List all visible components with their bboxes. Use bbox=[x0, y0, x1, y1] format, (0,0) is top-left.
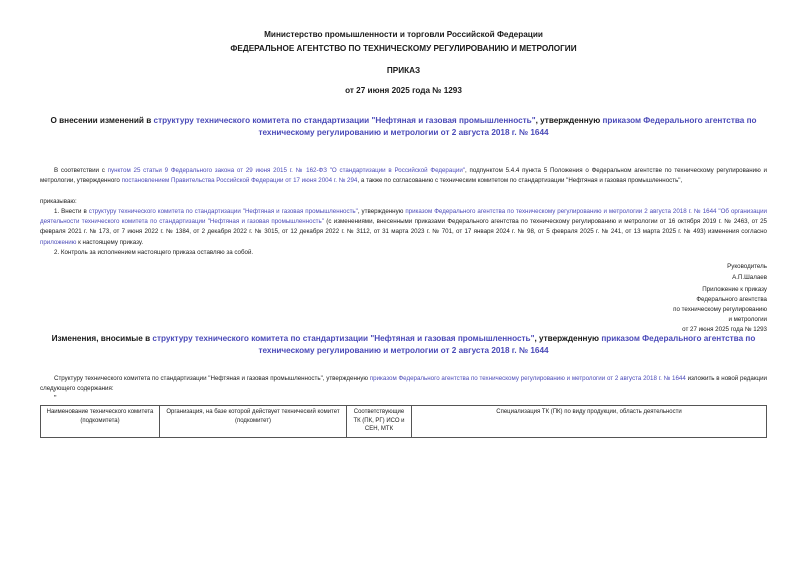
appendix-line: от 27 июня 2025 года № 1293 bbox=[682, 326, 767, 333]
link-federal-law[interactable]: пунктом 25 статьи 9 Федерального закона от 29 июня 2015 г. № 162-ФЗ "О стандартизации в Российской Федерации" bbox=[107, 167, 465, 174]
quote-mark: " bbox=[54, 395, 57, 402]
text: 1. Внести в bbox=[54, 208, 89, 215]
appendix-line: и метрологии bbox=[728, 316, 767, 323]
title2-link-structure[interactable]: структуру технического комитета по стандартизации "Нефтяная и газовая промышленность" bbox=[152, 334, 535, 343]
tk-structure-table bbox=[40, 405, 767, 438]
text: , утвержденную bbox=[357, 208, 406, 215]
text: к настоящему приказу. bbox=[76, 238, 144, 246]
signature-role: Руководитель bbox=[727, 263, 767, 270]
text: В соответствии с bbox=[54, 167, 108, 174]
title-link-order[interactable]: приказом Федерального агентства по техническому регулированию и метрологии от 2 августа 2018 г. № 1644 bbox=[258, 116, 757, 137]
title-text: , утвержденную bbox=[535, 116, 603, 125]
text: , а также по согласованию с техническим комитетом по стандартизации "Нефтяная и газовая промышленность", bbox=[357, 177, 683, 185]
link-order-1644-appendix[interactable]: приказом Федерального агентства по техническому регулированию и метрологии от 2 августа 2018 г. № 1644 bbox=[369, 375, 686, 382]
title-text: Изменения, вносимые в bbox=[51, 334, 153, 343]
item-2-paragraph: 2. Контроль за исполнением настоящего приказа оставляю за собой. bbox=[54, 249, 254, 256]
signature-name: А.П.Шалаев bbox=[732, 274, 767, 281]
link-order-1644[interactable]: приказом Федерального агентства по техническому регулированию и метрологии 2 августа 2018 г. № 1644 "Об организации деятельности технического комитета по стандартизации "Нефтяная и газовая промышленность" bbox=[40, 208, 767, 226]
table-header-row bbox=[41, 406, 767, 438]
table-header-cell: Специализация ТК (ПК) по виду продукции, область деятельности bbox=[412, 406, 767, 438]
order-title bbox=[40, 115, 767, 138]
item-1-paragraph bbox=[40, 207, 767, 248]
doc-type: ПРИКАЗ bbox=[386, 66, 421, 75]
title-link-structure[interactable]: структуру технического комитета по стандартизации "Нефтяная и газовая промышленность" bbox=[153, 116, 536, 125]
link-appendix[interactable]: приложению bbox=[40, 238, 77, 246]
appendix-paragraph bbox=[40, 374, 767, 394]
text: , подпунктом 5.4.4 пункта 5 Положения о Федеральном агентстве по техническому регулированию и метрологии, утвержденного bbox=[40, 167, 767, 185]
text: (с изменениями, внесенными приказами Федерального агентства по техническому регулированию и метрологии от 16 октября 2019 г. № 2463, от 25 февраля 2021 г. № 173, от 7 июня 2022 г. № 1384, от 2 декабря 2022 г. № 3015, от 12 декабря 2022 г. № 3112, от 31 марта 2023 г. № 701, от 17 января 2024 г. № 98, от 5 февраля 2025 г. № 241, от 13 марта 2025 г. № 493) изменения согласно bbox=[40, 218, 767, 236]
agency-name: ФЕДЕРАЛЬНОЕ АГЕНТСТВО ПО ТЕХНИЧЕСКОМУ РЕГУЛИРОВАНИЮ И МЕТРОЛОГИИ bbox=[230, 44, 577, 53]
text: изложить в новой редакции следующего содержания: bbox=[40, 375, 767, 393]
preamble-paragraph bbox=[40, 166, 767, 186]
title2-link-order[interactable]: приказом Федерального агентства по техническому регулированию и метрологии от 2 августа 2018 г. № 1644 bbox=[258, 334, 756, 355]
table-header-cell: Наименование технического комитета (подкомитета) bbox=[41, 406, 160, 438]
title-text: О внесении изменений в bbox=[50, 116, 154, 125]
table-header-cell: Соответствующие ТК (ПК, РГ) ИСО и СЕН, МТК bbox=[347, 406, 412, 438]
appendix-reference bbox=[547, 285, 767, 335]
text: Структуру технического комитета по стандартизации "Нефтяная и газовая промышленность" bbox=[54, 375, 323, 382]
title-text: , утвержденную bbox=[534, 334, 602, 343]
appendix-line: по техническому регулированию bbox=[673, 306, 767, 313]
ministry-name: Министерство промышленности и торговли Российской Федерации bbox=[264, 30, 543, 39]
changes-title bbox=[40, 333, 767, 356]
link-government-resolution[interactable]: постановлением Правительства Российской Федерации от 17 июня 2004 г. № 294 bbox=[121, 177, 358, 185]
appendix-line: Федерального агентства bbox=[696, 296, 767, 303]
appendix-line: Приложение к приказу bbox=[702, 286, 767, 293]
table-header-cell: Организация, на базе которой действует технический комитет (подкомитет) bbox=[160, 406, 347, 438]
link-tk-structure[interactable]: структуру технического комитета по стандартизации "Нефтяная и газовая промышленность" bbox=[88, 208, 358, 215]
text: , утвержденную bbox=[322, 375, 370, 382]
order-word: приказываю: bbox=[40, 198, 77, 205]
doc-date-number: от 27 июня 2025 года № 1293 bbox=[345, 86, 462, 95]
